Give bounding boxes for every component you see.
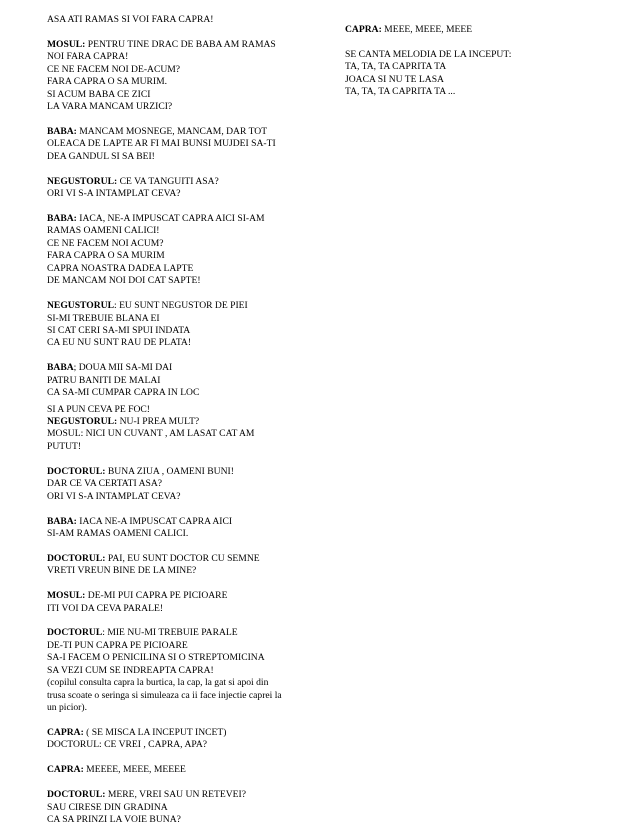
speaker-name: DOCTORUL:	[47, 789, 106, 801]
line-text: NU-I PREA MULT?	[117, 416, 200, 427]
text-line	[47, 802, 322, 814]
text-line	[47, 739, 322, 751]
speaker-name: NEGUSTORUL:	[47, 416, 118, 427]
text-line	[47, 76, 322, 88]
text-line	[47, 727, 322, 739]
line-text: MERE, VREI SAU UN RETEVEI?	[105, 789, 246, 801]
line-text: LA VARA MANCAM URZICI?	[47, 101, 173, 113]
speaker-name: NEGUSTORUL	[47, 300, 114, 312]
text-line	[47, 764, 322, 776]
text-line	[47, 300, 322, 312]
line-text: : EU SUNT NEGUSTOR DE PIEI	[114, 300, 248, 312]
text-line	[47, 188, 322, 200]
speaker-name: CAPRA:	[47, 726, 84, 738]
text-line	[345, 24, 605, 36]
line-text: FARA CAPRA O SA MURIM	[47, 250, 165, 262]
line-text: SAU CIRESE DIN GRADINA	[47, 801, 168, 813]
speaker-name: DOCTORUL:	[47, 552, 106, 564]
text-line	[47, 491, 322, 503]
text-line	[47, 39, 322, 51]
line-text: CE NE FACEM NOI DE-ACUM?	[47, 63, 181, 75]
text-line	[47, 263, 322, 275]
line-text: SI ACUM BABA CE ZICI	[47, 88, 151, 100]
text-line	[47, 387, 322, 399]
line-text: CAPRA NOASTRA DADEA LAPTE	[47, 262, 194, 274]
speaker-name: CAPRA:	[345, 24, 382, 35]
line-text: PENTRU TINE DRAC DE BABA AM RAMAS	[85, 38, 276, 50]
text-line	[47, 665, 322, 677]
line-text: SA-I FACEM O PENICILINA SI O STREPTOMICINA	[47, 652, 265, 664]
text-line	[345, 61, 605, 73]
paragraph-spacer	[47, 540, 322, 552]
speaker-name: MOSUL:	[47, 38, 86, 50]
line-text: MANCAM MOSNEGE, MANCAM, DAR TOT	[76, 125, 268, 137]
line-text: IACA NE-A IMPUSCAT CAPRA AICI	[76, 515, 233, 527]
text-line	[345, 49, 605, 61]
line-text: SI A PUN CEVA PE FOC!	[47, 403, 150, 415]
text-line	[47, 151, 322, 163]
paragraph-spacer	[47, 503, 322, 515]
text-line	[47, 51, 322, 63]
text-line	[47, 565, 322, 577]
text-line	[47, 702, 322, 714]
text-line	[47, 275, 322, 287]
text-line	[47, 466, 322, 478]
text-line	[47, 814, 322, 826]
paragraph-spacer	[47, 615, 322, 627]
text-line	[47, 14, 322, 26]
line-text: NOI FARA CAPRA!	[47, 51, 129, 63]
line-text: DOCTORUL: CE VREI , CAPRA, APA?	[47, 739, 208, 751]
speaker-name: NEGUSTORUL:	[47, 175, 118, 187]
paragraph-spacer	[47, 163, 322, 175]
text-line	[47, 250, 322, 262]
text-line	[47, 64, 322, 76]
text-line	[47, 213, 322, 225]
paragraph-spacer	[47, 201, 322, 213]
text-line	[47, 441, 322, 453]
paragraph-spacer	[47, 752, 322, 764]
speaker-name: DOCTORUL	[47, 627, 103, 639]
line-text: BUNA ZIUA , OAMENI BUNI!	[105, 465, 234, 477]
text-line	[47, 225, 322, 237]
line-text: CA SA PRINZI LA VOIE BUNA?	[47, 814, 181, 825]
paragraph-spacer	[47, 26, 322, 38]
line-text: VRETI VREUN BINE DE LA MINE?	[47, 565, 197, 577]
line-text: SI-AM RAMAS OAMENI CALICI.	[47, 527, 189, 539]
paragraph-spacer	[47, 715, 322, 727]
text-line	[47, 603, 322, 615]
speaker-name: BABA:	[47, 125, 77, 137]
line-text: : MIE NU-MI TREBUIE PARALE	[102, 627, 238, 639]
speaker-name: BABA:	[47, 515, 77, 527]
line-text: DEA GANDUL SI SA BEI!	[47, 150, 155, 162]
line-text: SE CANTA MELODIA DE LA INCEPUT:	[345, 48, 512, 60]
line-text: FARA CAPRA O SA MURIM.	[47, 76, 168, 88]
text-line	[47, 325, 322, 337]
text-line	[47, 89, 322, 101]
line-text: RAMAS OAMENI CALICI!	[47, 225, 160, 237]
line-text: un picior).	[47, 702, 87, 714]
text-line	[47, 627, 322, 639]
line-text: ORI VI S-A INTAMPLAT CEVA?	[47, 490, 181, 502]
text-line	[47, 126, 322, 138]
line-text: JOACA SI NU TE LASA	[345, 73, 444, 85]
text-line	[47, 516, 322, 528]
text-line	[47, 528, 322, 540]
line-text: IACA, NE-A IMPUSCAT CAPRA AICI SI-AM	[76, 213, 265, 224]
text-line	[47, 375, 322, 387]
text-line	[47, 590, 322, 602]
speaker-name: CAPRA:	[47, 764, 84, 776]
speaker-name: BABA	[47, 362, 74, 374]
text-line	[47, 640, 322, 652]
line-text: MEEE, MEEE, MEEE	[381, 24, 473, 35]
speaker-name: DOCTORUL:	[47, 465, 106, 477]
line-text: TA, TA, TA CAPRITA TA ...	[345, 86, 456, 98]
speaker-name: BABA:	[47, 213, 77, 224]
text-line	[47, 677, 322, 689]
line-text: SA VEZI CUM SE INDREAPTA CAPRA!	[47, 664, 214, 676]
line-text: CE NE FACEM NOI ACUM?	[47, 237, 164, 249]
left-column	[47, 14, 322, 826]
text-line	[47, 428, 322, 440]
line-text: TA, TA, TA CAPRITA TA	[345, 61, 447, 73]
line-text: trusa scoate o seringa si simuleaza ca ii face injectie caprei la	[47, 689, 282, 701]
line-text: SI-MI TREBUIE BLANA EI	[47, 312, 160, 324]
paragraph-spacer	[345, 36, 605, 48]
line-text: CA EU NU SUNT RAU DE PLATA!	[47, 337, 192, 349]
text-line	[47, 416, 322, 428]
text-line	[47, 478, 322, 490]
paragraph-spacer	[47, 114, 322, 126]
line-text: SI CAT CERI SA-MI SPUI INDATA	[47, 324, 191, 336]
text-line	[47, 101, 322, 113]
text-line	[47, 138, 322, 150]
line-text: PUTUT!	[47, 440, 82, 452]
text-line	[47, 789, 322, 801]
text-line	[47, 238, 322, 250]
line-text: CA SA-MI CUMPAR CAPRA IN LOC	[47, 387, 200, 399]
paragraph-spacer	[47, 777, 322, 789]
line-text: ASA ATI RAMAS SI VOI FARA CAPRA!	[47, 14, 214, 25]
line-text: ORI VI S-A INTAMPLAT CEVA?	[47, 188, 181, 200]
line-text: DE-MI PUI CAPRA PE PICIOARE	[85, 590, 228, 602]
line-text: (copilul consulta capra la burtica, la cap, la gat si apoi din	[47, 677, 269, 689]
line-text: ( SE MISCA LA INCEPUT INCET)	[83, 726, 227, 738]
text-line	[345, 74, 605, 86]
line-text: DE-TI PUN CAPRA PE PICIOARE	[47, 639, 188, 651]
speaker-name: MOSUL:	[47, 590, 86, 602]
paragraph-spacer	[47, 453, 322, 465]
text-line	[47, 362, 322, 374]
text-line	[47, 176, 322, 188]
paragraph-spacer	[47, 578, 322, 590]
text-line	[47, 553, 322, 565]
text-line	[47, 313, 322, 325]
text-line	[47, 652, 322, 664]
text-line	[345, 86, 605, 98]
line-text: CE VA TANGUITI ASA?	[117, 175, 219, 187]
text-line	[47, 337, 322, 349]
paragraph-spacer	[47, 288, 322, 300]
line-text: DAR CE VA CERTATI ASA?	[47, 478, 163, 490]
text-line	[47, 690, 322, 702]
paragraph-spacer	[47, 350, 322, 362]
line-text: DE MANCAM NOI DOI CAT SAPTE!	[47, 275, 201, 287]
right-column	[345, 24, 605, 99]
line-text: MOSUL: NICI UN CUVANT , AM LASAT CAT AM	[47, 428, 255, 440]
line-text: ITI VOI DA CEVA PARALE!	[47, 602, 164, 614]
line-text: MEEEE, MEEE, MEEEE	[83, 764, 186, 776]
line-text: PATRU BANITI DE MALAI	[47, 374, 161, 386]
line-text: ; DOUA MII SA-MI DAI	[73, 362, 173, 374]
line-text: PAI, EU SUNT DOCTOR CU SEMNE	[105, 552, 260, 564]
line-text: OLEACA DE LAPTE AR FI MAI BUNSI MUJDEI SA-TI	[47, 138, 276, 150]
text-line	[47, 404, 322, 416]
